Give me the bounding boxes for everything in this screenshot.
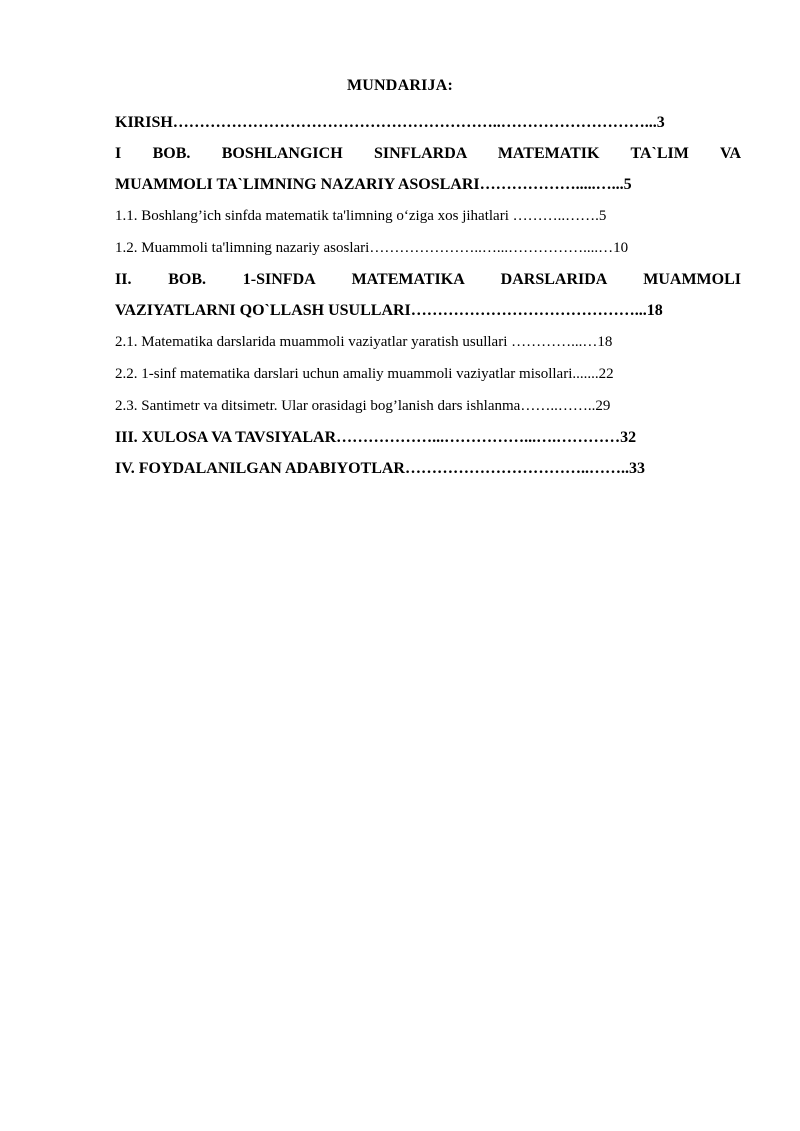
toc-entry-chapter-1-line-2: MUAMMOLI TA`LIMNING NAZARIY ASOSLARI……………….....…...5 <box>115 176 632 193</box>
toc-entry-section-1-2: 1.2. Muammoli ta'limning nazariy asoslari…………………..…...……………....…10 <box>115 240 629 256</box>
toc-entry-chapter-2-line-1: II. BOB. 1-SINFDA MATEMATIKA DARSLARIDA MUAMMOLI <box>115 271 741 288</box>
table-of-contents <box>115 107 741 484</box>
toc-entry-kirish: KIRISH……………………………………………………..………………………...3 <box>115 114 665 131</box>
toc-entry-chapter-2-line-2: VAZIYATLARNI QO`LLASH USULLARI……………………………………...18 <box>115 302 663 319</box>
toc-entry-chapter-1-line-1: I BOB. BOSHLANGICH SINFLARDA MATEMATIK TA`LIM VA <box>115 145 741 162</box>
toc-entry-section-2-2: 2.2. 1-sinf matematika darslari uchun amaliy muammoli vaziyatlar misollari.......22 <box>115 366 614 382</box>
toc-entry-chapter-4: IV. FOYDALANILGAN ADABIYOTLAR……………………………..……..33 <box>115 460 645 477</box>
toc-entry-chapter-3: III. XULOSA VA TAVSIYALAR………………...……………...….…………32 <box>115 429 637 446</box>
page-title: MUNDARIJA: <box>347 77 453 94</box>
toc-entry-section-2-3: 2.3. Santimetr va ditsimetr. Ular orasidagi bog’lanish dars ishlanma……..……..29 <box>115 398 611 414</box>
toc-entry-section-1-1: 1.1. Boshlang’ich sinfda matematik ta'limning o‘ziga xos jihatlari ………..…….5 <box>115 208 607 224</box>
toc-entry-section-2-1: 2.1. Matematika darslarida muammoli vaziyatlar yaratish usullari …………...…18 <box>115 334 613 350</box>
